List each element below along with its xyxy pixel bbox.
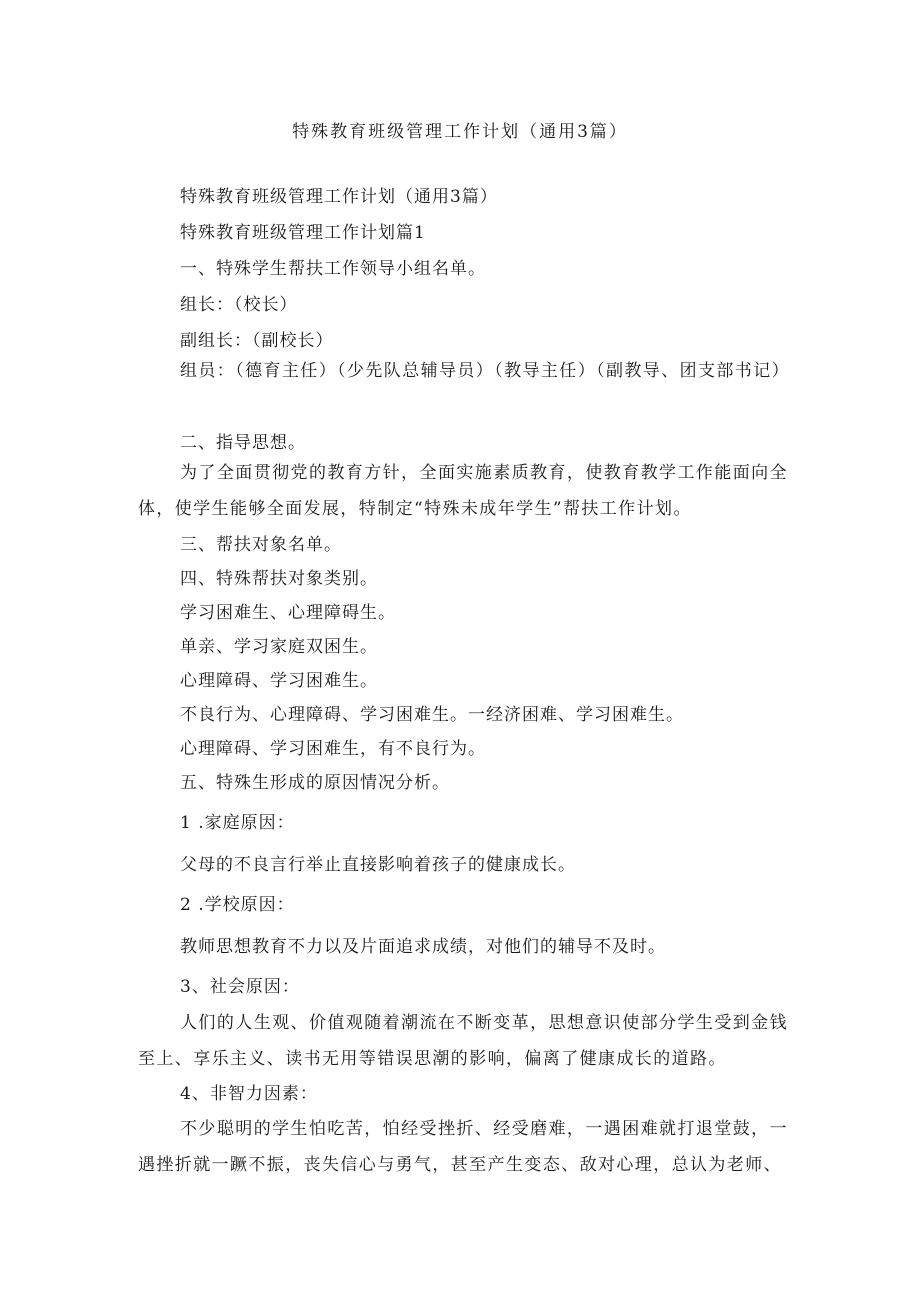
reason-paragraph: 人们的人生观、价值观随着潮流在不断变革，思想意识使部分学生受到金钱至上、享乐主义、读书无用等错误思潮的影响，偏离了健康成长的道路。 [138,1013,788,1069]
section-heading-1: 一、特殊学生帮扶工作领导小组名单。 [180,259,486,279]
vice-leader-line: 副组长：（副校长） [180,331,334,351]
reason-heading: 4、非智力因素： [180,1084,318,1104]
part-heading: 特殊教育班级管理工作计划篇1 [180,223,426,243]
reason-body: 教师思想教育不力以及片面追求成绩，对他们的辅导不及时。 [180,937,666,957]
section-heading-5: 五、特殊生形成的原因情况分析。 [180,773,450,793]
guiding-paragraph: 为了全面贯彻党的教育方针，全面实施素质教育，使教育教学工作能面向全体，使学生能够全面发展，特制定“特殊未成年学生”帮扶工作计划。 [138,463,788,519]
category-item: 不良行为、心理障碍、学习困难生。一经济困难、学习困难生。 [180,705,684,725]
category-item: 心理障碍、学习困难生。 [180,671,378,691]
reason-heading: 3、社会原因： [180,977,300,997]
document-title: 特殊教育班级管理工作计划（通用3篇） [292,122,628,142]
category-item: 心理障碍、学习困难生，有不良行为。 [180,739,486,759]
section-heading-4: 四、特殊帮扶对象类别。 [180,569,378,589]
reason-body: 父母的不良言行举止直接影响着孩子的健康成长。 [180,855,576,875]
members-paragraph: 组员：（德育主任）（少先队总辅导员）（教导主任）（副教导、团支部书记） [180,361,790,381]
reason-paragraph: 不少聪明的学生怕吃苦，怕经受挫折、经受磨难，一遇困难就打退堂鼓，一遇挫折就一蹶不振，丧失信心与勇气，甚至产生变态、敌对心理，总认为老师、 [138,1119,788,1175]
reason-heading: 1 .家庭原因： [180,813,295,833]
category-item: 学习困难生、心理障碍生。 [180,603,396,623]
leader-line: 组长：（校长） [180,295,298,315]
reason-heading: 2 .学校原因： [180,895,295,915]
section-heading-3: 三、帮扶对象名单。 [180,535,342,555]
category-item: 单亲、学习家庭双困生。 [180,637,378,657]
section-heading-2: 二、指导思想。 [180,433,306,453]
subtitle: 特殊教育班级管理工作计划（通用3篇） [180,187,498,207]
